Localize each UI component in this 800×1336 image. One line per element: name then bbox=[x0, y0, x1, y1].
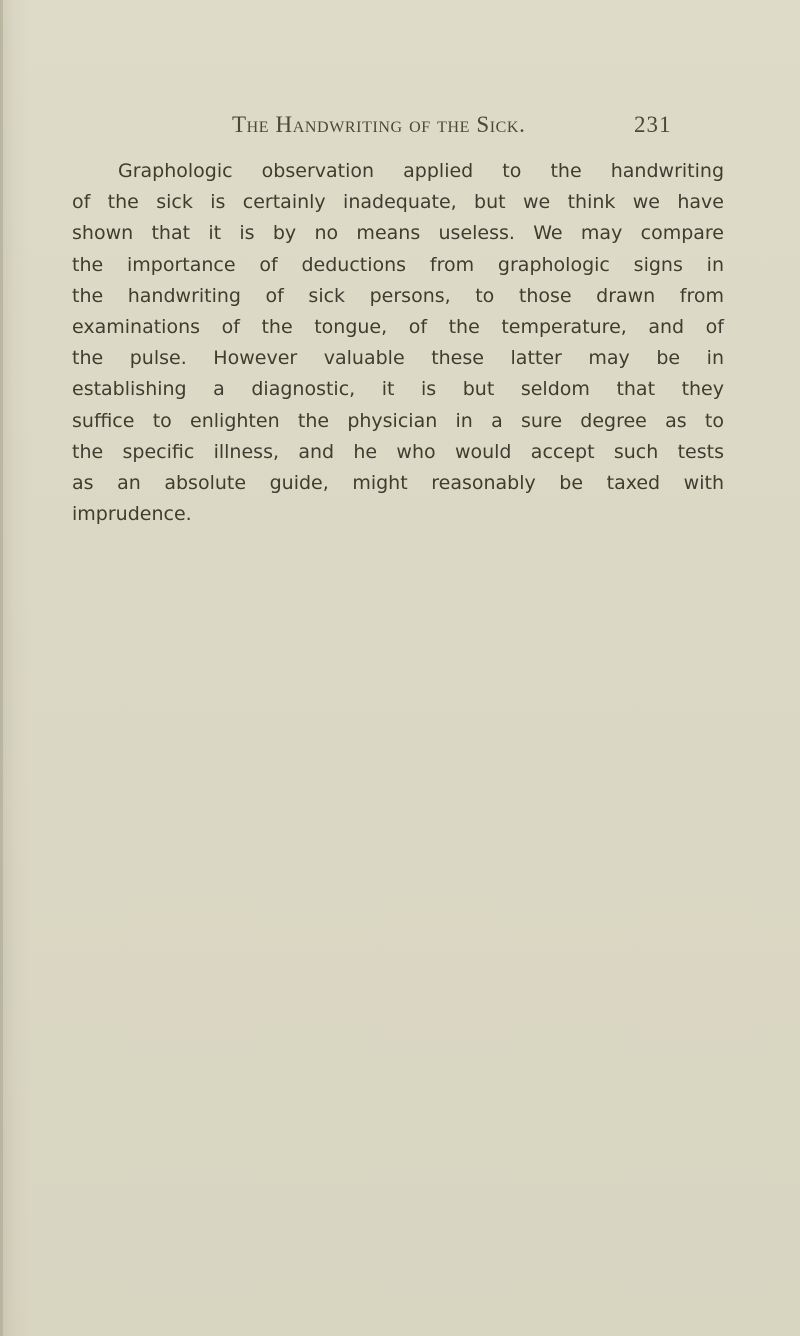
text-line: the importance of deductions from graphologic signs in bbox=[72, 253, 724, 276]
text-line: as an absolute guide, might reasonably be taxed with bbox=[72, 471, 724, 494]
text-line: the pulse. However valuable these latter may be in bbox=[72, 347, 724, 370]
text-line: the specific illness, and he who would accept such tests bbox=[72, 440, 724, 463]
text-line: establishing a diagnostic, it is but seldom that they bbox=[72, 378, 724, 401]
page-number: 231 bbox=[634, 112, 672, 137]
text-line: examinations of the tongue, of the temperature, and of bbox=[72, 315, 724, 338]
page-header bbox=[0, 112, 800, 142]
body-paragraph bbox=[72, 156, 724, 530]
page-gutter-shadow bbox=[0, 0, 3, 1336]
text-line: Graphologic observation applied to the handwriting bbox=[118, 160, 724, 182]
text-line: imprudence. bbox=[72, 503, 192, 526]
text-line: the handwriting of sick persons, to those drawn from bbox=[72, 284, 724, 307]
text-line: of the sick is certainly inadequate, but we think we have bbox=[72, 191, 724, 214]
text-line: suffice to enlighten the physician in a sure degree as to bbox=[72, 409, 724, 432]
running-title: The Handwriting of the Sick. bbox=[232, 112, 526, 137]
text-line: shown that it is by no means useless. We may compare bbox=[72, 222, 724, 245]
